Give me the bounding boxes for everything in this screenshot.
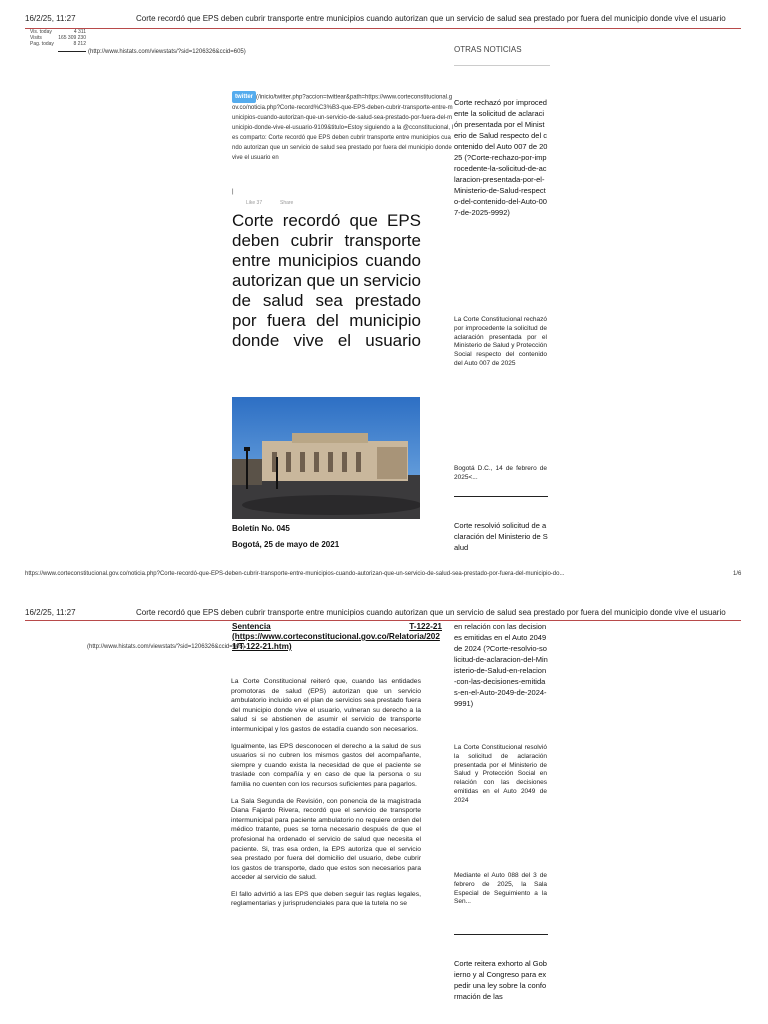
sidebar-news-summary-2: La Corte Constitucional resolvió la solicitud de aclaración presentada por el Ministerio de Salud y Protección Social en relación con las decisiones emitidas en el Auto 2049 de 2024 <box>454 744 547 804</box>
twitter-share-link[interactable]: twitter (/inicio/twitter.php?accion=twittear&path=https://www.corteconstitucional.gov.co/noticia.php?Corte-record%C3%B3-que-EPS-deben-cubrir-transporte-entre-municipios-cuando-autorizan-que-un-servicio-de-salud-sea-prestado-por-fuera-del-municipio-donde-vive-el-usuario-9109&titulo=Estoy siguiendo a la @cconstitucional, les comparto: Corte recordó que EPS deben cubrir transporte entre municipios cuando autorizan que un servicio de salud sea prestado por fuera del municipio donde vive el usuario en <box>232 91 454 163</box>
sentencia-url: (https://www.corteconstitucional.gov.co/Relatoria/2021/T-122-21.htm) <box>232 632 440 651</box>
palace-building-image <box>232 397 420 519</box>
sidebar-news-headline-3[interactable]: Corte reitera exhorto al Gobierno y al Congreso para expedir una ley sobre la conformación de las <box>454 959 547 1001</box>
boletin-number: Boletín No. 045 <box>232 524 290 533</box>
print-header-title: Corte recordó que EPS deben cubrir transporte entre municipios cuando autorizan que un servicio de salud sea prestado por fuera del municipio donde vive el usuario <box>136 14 726 23</box>
paragraph: Igualmente, las EPS desconocen el derecho a la salud de sus usuarios si no cubren los mismos gastos del acompañante, siempre y cuando exista la necesidad de que el paciente se traslade con compañía y en caso de que la persona o su familia no cuenten con los recursos suficientes para pagarlos. <box>231 742 421 788</box>
otras-noticias-rule <box>454 65 550 66</box>
histats-link[interactable]: (http://www.histats.com/viewstats/?sid=1206326&ccid=605) <box>58 49 246 55</box>
print-page-number: 1/6 <box>733 571 742 577</box>
sentencia-label: Sentencia <box>232 622 271 631</box>
article-title: Corte recordó que EPS deben cubrir transporte entre municipios cuando autorizan que un servicio de salud sea prestado por fuera del municipio donde vive el usuario <box>232 211 422 350</box>
sidebar-news-date: Bogotá D.C., 14 de febrero de 2025<... <box>454 465 547 481</box>
print-header-date-2: 16/2/25, 11:27 <box>25 608 76 617</box>
print-header-date: 16/2/25, 11:27 <box>25 14 76 23</box>
otras-noticias-heading: OTRAS NOTICIAS <box>454 45 522 54</box>
sidebar-news-headline[interactable]: Corte rechazó por improcedente la solicitud de aclaración presentada por el Ministerio de Salud respecto del contenido del Auto 007 de 2025 (?Corte-rechazo-por-improcedente-la-solicitud-de-aclaracion-presentada-por-el-Ministerio-de-Salud-respecto-del-contenido-del-Auto-007-de-2025-9992) <box>454 98 548 217</box>
histats-counter[interactable] <box>30 29 86 47</box>
stat-row-visits: Visits 165 309 230 <box>30 35 86 41</box>
stat-row-vis-today: Vis. today 4 311 <box>30 29 86 35</box>
like-button[interactable]: Like 37 <box>246 200 263 206</box>
twitter-pipe: | <box>232 189 234 195</box>
header-rule <box>25 28 741 29</box>
sentencia-code: T-122-21 <box>409 622 442 631</box>
stat-row-pag-today: Pag. today 8 212 <box>30 41 86 47</box>
share-button[interactable]: Share <box>280 200 294 206</box>
sidebar-separator <box>454 496 548 497</box>
histats-link-2[interactable]: (http://www.histats.com/viewstats/?sid=1206326&ccid=605) <box>87 644 245 650</box>
paragraph: La Sala Segunda de Revisión, con ponencia de la magistrada Diana Fajardo Rivera, recordó que el servicio de transporte intermunicipal para paciente ambulatorio no requiere orden del médico tratante, pues se torna necesario después de que el profesional ha ordenado el servicio de salud que necesita el paciente. Si, tras esa orden, la EPS autoriza que el servicio sea prestado por fuera del domicilio del usuario, debe cubrir los gastos de transporte, dado que estos son necesarios para acceder al servicio de salud. <box>231 797 421 882</box>
paragraph: El fallo advirtió a las EPS que deben seguir las reglas legales, reglamentarias y jurisprudenciales para que la tutela no se <box>231 890 421 908</box>
article-photo <box>232 397 420 519</box>
print-footer-url: https://www.corteconstitucional.gov.co/noticia.php?Corte-recordó-que-EPS-deben-cubrir-transporte-entre-municipios-cuando-autorizan-que-un-servicio-de-salud-sea-prestado-por-fuera-del-municipio-do... <box>25 571 565 577</box>
article-date: Bogotá, 25 de mayo de 2021 <box>232 540 340 549</box>
twitter-icon: twitter <box>232 91 256 103</box>
sentencia-link[interactable] <box>232 622 442 652</box>
sidebar-separator-2 <box>454 934 548 935</box>
sidebar-news-headline-2[interactable]: Corte resolvió solicitud de aclaración del Ministerio de Salud <box>454 521 548 552</box>
header-rule-2 <box>25 620 741 621</box>
article-body <box>231 677 421 916</box>
paragraph: La Corte Constitucional reiteró que, cuando las entidades promotoras de salud (EPS) autorizan que un servicio ambulatorio incluido en el plan de servicios sea prestado fuera del municipio donde vive el usuario, vulneran su derecho a la salud si se abstienen de asumir el servicio de transporte intermunicipal y los gastos de estadía cuando son necesarios. <box>231 678 421 733</box>
sidebar-news-date-2: Mediante el Auto 088 del 3 de febrero de 2025, la Sala Especial de Seguimiento a la Sen... <box>454 872 547 906</box>
sidebar-news-summary: La Corte Constitucional rechazó por improcedente la solicitud de aclaración presentada por el Ministerio de Salud y Protección Social respecto del contenido del Auto 007 de 2025 <box>454 316 547 367</box>
sidebar-news-headline-2-cont[interactable]: en relación con las decisiones emitidas en el Auto 2049 de 2024 (?Corte-resolvio-solicitud-de-aclaracion-del-Ministerio-de-Salud-en-relacion-con-las-decisiones-emitidas-en-el-Auto-2049-de-2024-9991) <box>454 622 548 708</box>
print-header-title-2: Corte recordó que EPS deben cubrir transporte entre municipios cuando autorizan que un servicio de salud sea prestado por fuera del municipio donde vive el usuario <box>136 608 726 617</box>
